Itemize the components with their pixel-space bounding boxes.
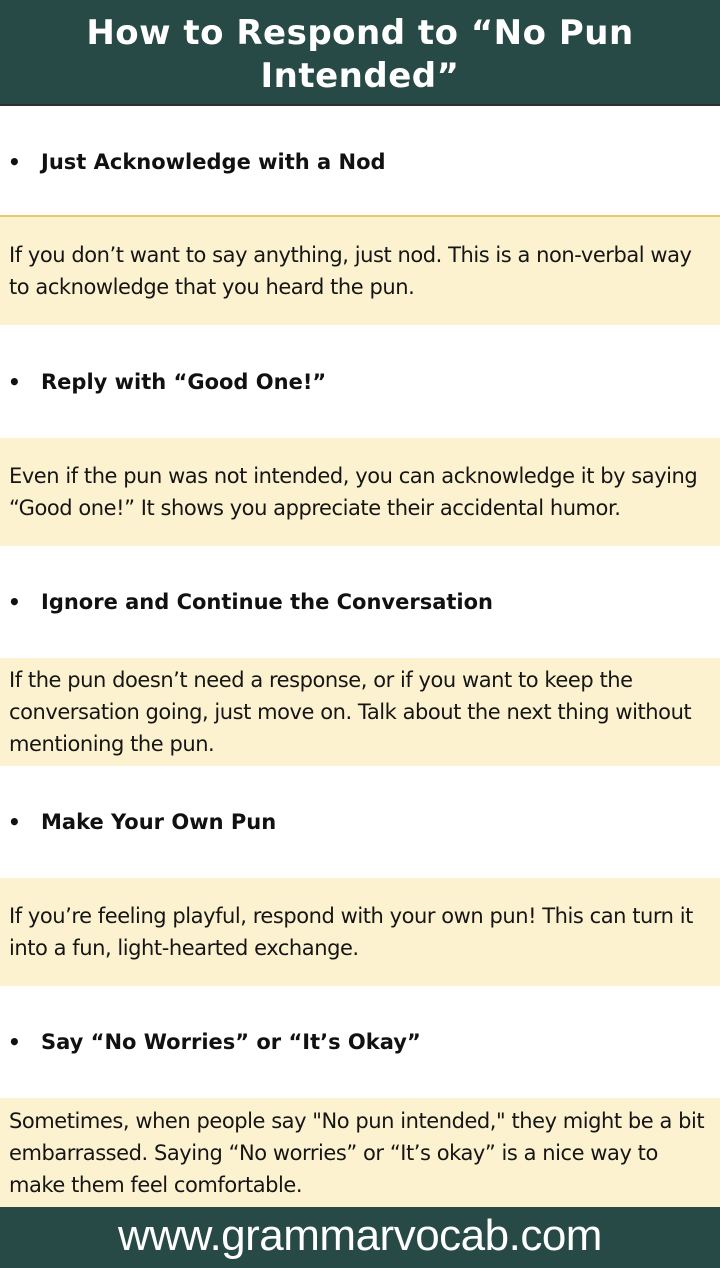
section-description-box: [0, 438, 720, 546]
section-description-box: [0, 658, 720, 766]
section-heading: Reply with “Good One!”: [41, 370, 327, 394]
section-heading-row: [0, 546, 720, 658]
section-description: If you don’t want to say anything, just nod. This is a non-verbal way to acknowledge that you heard the pun.: [9, 243, 692, 299]
bullet-icon: •: [8, 150, 21, 174]
section-description: If the pun doesn’t need a response, or if you want to keep the conversation going, just move on. Talk about the next thing without mentioning the pun.: [9, 668, 692, 756]
section-description: If you’re feeling playful, respond with your own pun! This can turn it into a fun, light-hearted exchange.: [9, 904, 693, 960]
bullet-icon: •: [8, 370, 21, 394]
section-heading-row: [0, 766, 720, 878]
section-description: Sometimes, when people say "No pun intended," they might be a bit embarrassed. Saying “No worries” or “It’s okay” is a nice way to make them feel comfortable.: [9, 1108, 705, 1197]
page-title: [0, 0, 720, 106]
section-description: Even if the pun was not intended, you can acknowledge it by saying “Good one!” It shows you appreciate their accidental humor.: [9, 464, 698, 520]
section-description-box: [0, 878, 720, 986]
footer-website: [0, 1207, 720, 1268]
section-heading: Just Acknowledge with a Nod: [41, 150, 386, 174]
section-heading: Make Your Own Pun: [41, 810, 277, 834]
section-description-box: [0, 217, 720, 325]
bullet-icon: •: [8, 590, 21, 614]
section-heading-row: [0, 986, 720, 1098]
bullet-icon: •: [8, 810, 21, 834]
section-heading-row: [0, 326, 720, 438]
section-heading: Ignore and Continue the Conversation: [41, 590, 493, 614]
title-line-1: How to Respond to “No Pun: [86, 13, 634, 53]
title-line-2: Intended”: [260, 56, 460, 96]
bullet-icon: •: [8, 1030, 21, 1054]
section-description-box: [0, 1098, 720, 1207]
website-url: www.grammarvocab.com: [118, 1211, 602, 1260]
section-heading: Say “No Worries” or “It’s Okay”: [41, 1030, 421, 1054]
section-heading-row: [0, 108, 720, 216]
